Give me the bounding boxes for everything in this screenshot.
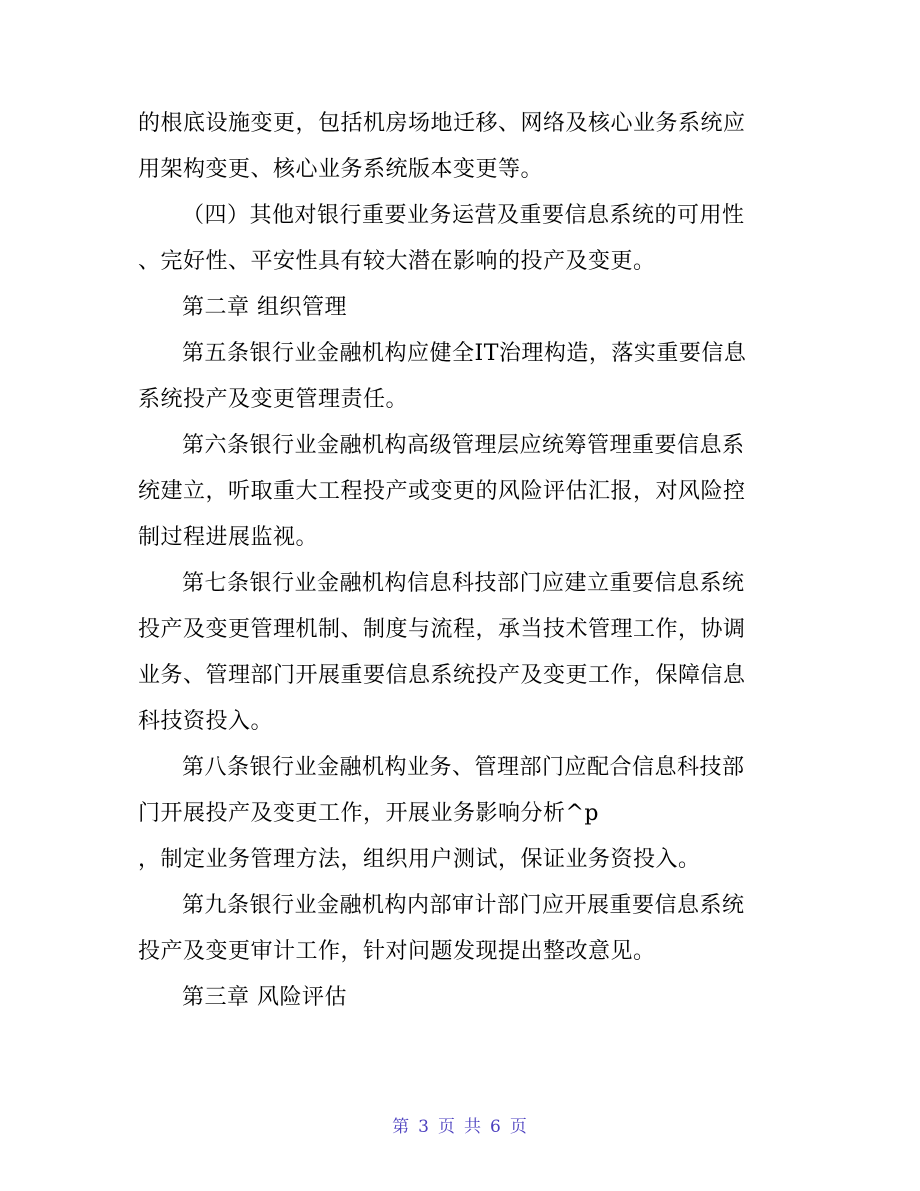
text-line: 第九条银行业金融机构内部审计部门应开展重要信息系统 [182,893,745,918]
text-line: 科技资投入。 [138,709,274,734]
footer-page-unit: 页 [438,1117,456,1137]
text-line: 系统投产及变更管理责任。 [138,387,409,412]
text-line: ，制定业务管理方法，组织用户测试，保证业务资投入。 [138,847,701,872]
chapter-heading: 第二章 组织管理 [182,295,347,320]
footer-total-label: 共 [464,1117,482,1137]
text-line: 统建立，听取重大工程投产或变更的风险评估汇报，对风险控 [138,479,746,504]
text-line: 、完好性、平安性具有较大潜在影响的投产及变更。 [138,249,656,274]
page-footer [0,1112,920,1137]
text-line: 第五条银行业金融机构应健全IT治理构造，落实重要信息 [182,341,747,366]
footer-current-page: 3 [418,1117,430,1137]
footer-total-unit: 页 [509,1117,528,1137]
text-line: 第八条银行业金融机构业务、管理部门应配合信息科技部 [182,755,745,780]
footer-page-label: 第 [392,1117,411,1137]
chapter-heading: 第三章 风险评估 [182,985,347,1010]
footer-total-pages: 6 [490,1117,502,1137]
document-body [138,101,788,1021]
text-line: 制过程进展监视。 [138,525,319,550]
text-line: 第六条银行业金融机构高级管理层应统筹管理重要信息系 [182,433,745,458]
text-line: 业务、管理部门开展重要信息系统投产及变更工作，保障信息 [138,663,746,688]
text-line: 用架构变更、核心业务系统版本变更等。 [138,157,544,182]
text-line: （四）其他对银行重要业务运营及重要信息系统的可用性 [182,203,745,228]
text-line: 的根底设施变更，包括机房场地迁移、网络及核心业务系统应 [138,111,746,136]
text-line: 第七条银行业金融机构信息科技部门应建立重要信息系统 [182,571,745,596]
text-line: 投产及变更审计工作，针对问题发现提出整改意见。 [138,939,656,964]
text-line: 门开展投产及变更工作，开展业务影响分析^p [138,801,600,826]
text-line: 投产及变更管理机制、制度与流程，承当技术管理工作，协调 [138,617,746,642]
